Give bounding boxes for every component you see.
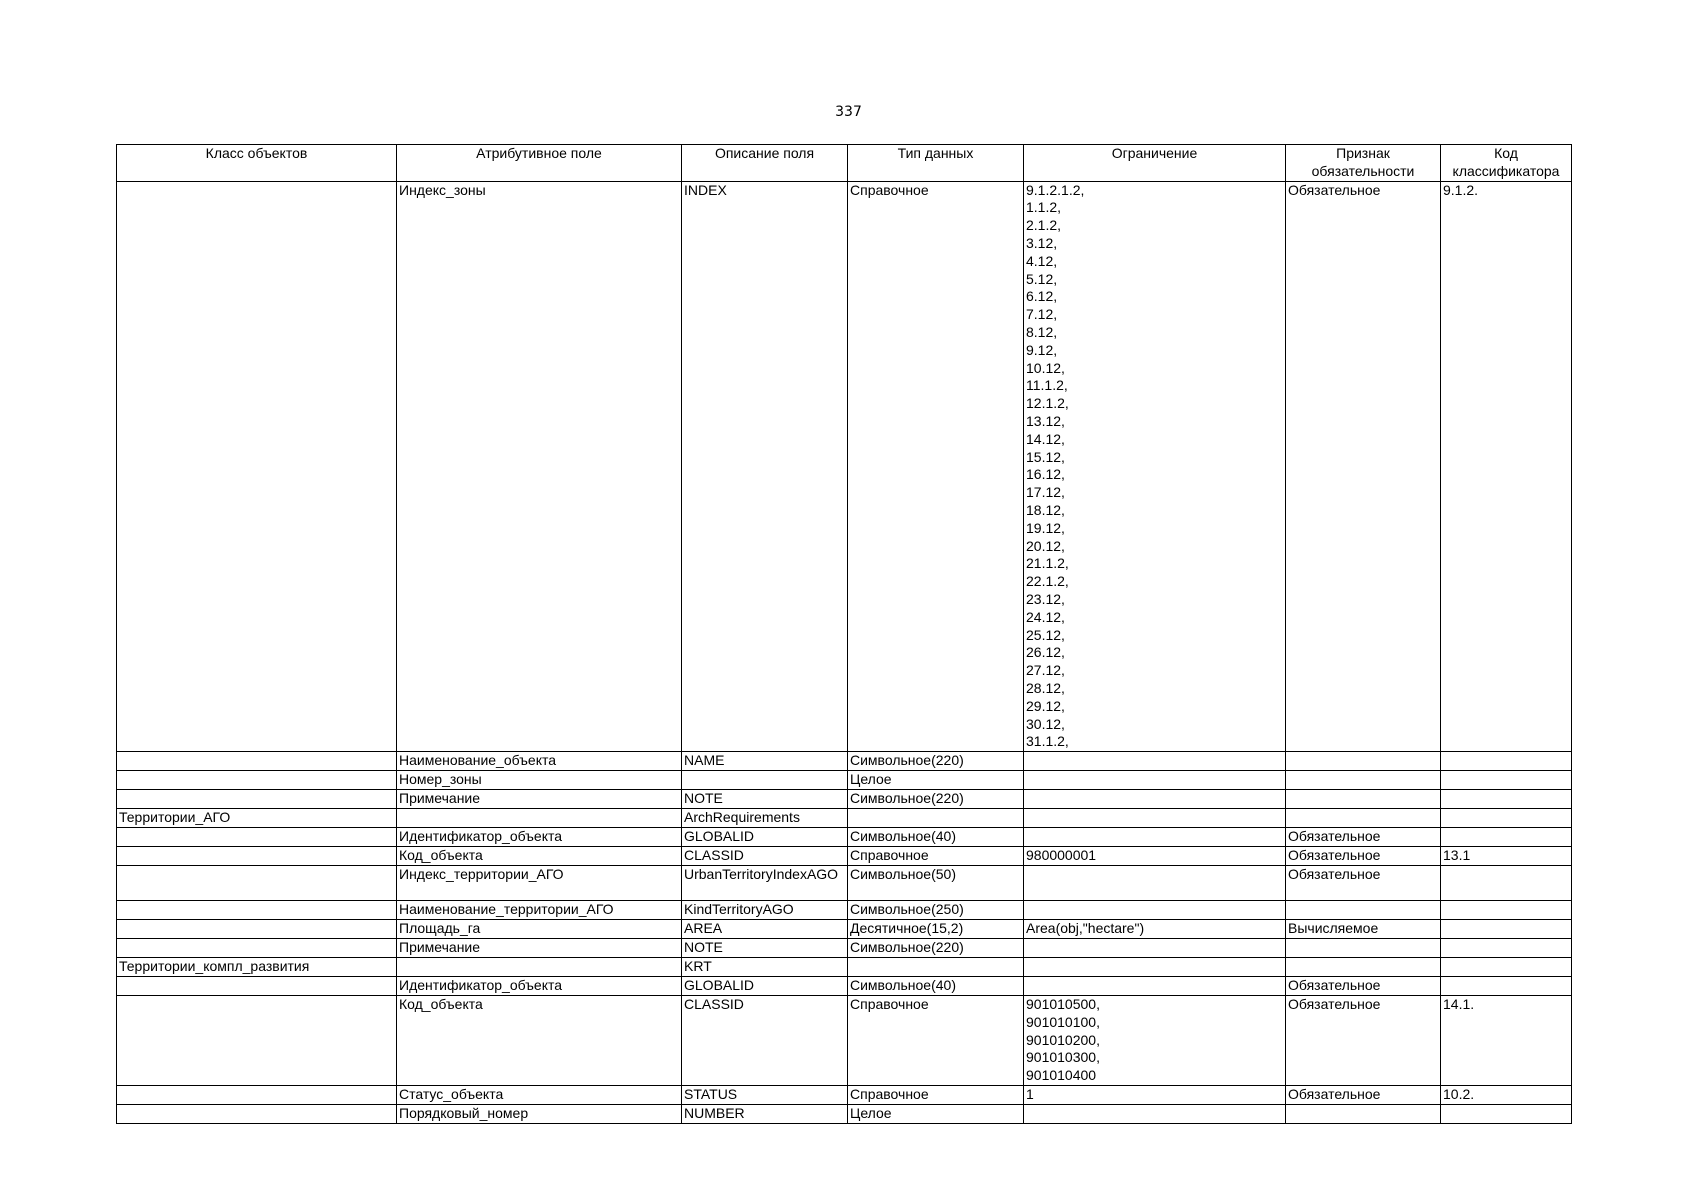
cell-field-description: INDEX (682, 181, 848, 752)
cell-field-description: CLASSID (682, 996, 848, 1086)
cell-classifier-code (1441, 977, 1572, 996)
cell-required-flag (1286, 809, 1441, 828)
cell-object-class (117, 752, 397, 771)
cell-required-flag: Обязательное (1286, 1086, 1441, 1105)
cell-data-type: Справочное (848, 847, 1024, 866)
cell-object-class (117, 1086, 397, 1105)
table-header-row (117, 145, 1572, 182)
cell-field-description: AREA (682, 920, 848, 939)
table-row (117, 752, 1572, 771)
cell-object-class: Территории_АГО (117, 809, 397, 828)
table-row (117, 996, 1572, 1086)
cell-restriction: 9.1.2.1.2, 1.1.2, 2.1.2, 3.12, 4.12, 5.12, 6.12, 7.12, 8.12, 9.12, 10.12, 11.1.2, 12.1.2, 13.12, 14.12, 15.12, 16.12, 17.12, 18.12, 19.12, 20.12, 21.1.2, 22.1.2, 23.12, 24.12, 25.12, 26.12, 27.12, 28.12, 29.12, 30.12, 31.1.2, (1024, 181, 1286, 752)
cell-field-description: NUMBER (682, 1105, 848, 1124)
cell-classifier-code: 10.2. (1441, 1086, 1572, 1105)
cell-data-type: Символьное(40) (848, 977, 1024, 996)
table-row (117, 790, 1572, 809)
cell-required-flag: Обязательное (1286, 828, 1441, 847)
cell-required-flag (1286, 790, 1441, 809)
cell-object-class (117, 977, 397, 996)
table-row (117, 866, 1572, 901)
cell-restriction (1024, 939, 1286, 958)
cell-object-class (117, 901, 397, 920)
cell-required-flag (1286, 771, 1441, 790)
cell-restriction: 980000001 (1024, 847, 1286, 866)
cell-classifier-code (1441, 958, 1572, 977)
cell-object-class: Территории_компл_развития (117, 958, 397, 977)
cell-data-type: Символьное(220) (848, 752, 1024, 771)
cell-object-class (117, 1105, 397, 1124)
cell-restriction (1024, 866, 1286, 901)
cell-classifier-code (1441, 752, 1572, 771)
cell-data-type: Справочное (848, 996, 1024, 1086)
cell-restriction (1024, 1105, 1286, 1124)
table-row (117, 809, 1572, 828)
attribute-table (116, 144, 1572, 1124)
table-body (117, 181, 1572, 1123)
cell-data-type: Символьное(50) (848, 866, 1024, 901)
cell-classifier-code: 9.1.2. (1441, 181, 1572, 752)
cell-field-description: CLASSID (682, 847, 848, 866)
cell-classifier-code: 14.1. (1441, 996, 1572, 1086)
cell-classifier-code (1441, 901, 1572, 920)
cell-object-class (117, 996, 397, 1086)
cell-attribute-field: Код_объекта (397, 996, 682, 1086)
cell-required-flag: Обязательное (1286, 977, 1441, 996)
cell-classifier-code (1441, 866, 1572, 901)
header-attribute-field: Атрибутивное поле (397, 145, 682, 182)
cell-data-type: Справочное (848, 181, 1024, 752)
cell-object-class (117, 847, 397, 866)
cell-object-class (117, 939, 397, 958)
header-restriction: Ограничение (1024, 145, 1286, 182)
cell-attribute-field: Статус_объекта (397, 1086, 682, 1105)
cell-required-flag: Обязательное (1286, 996, 1441, 1086)
cell-restriction (1024, 790, 1286, 809)
cell-restriction (1024, 958, 1286, 977)
cell-classifier-code (1441, 1105, 1572, 1124)
cell-classifier-code (1441, 790, 1572, 809)
cell-object-class (117, 920, 397, 939)
cell-field-description: ArchRequirements (682, 809, 848, 828)
cell-required-flag (1286, 901, 1441, 920)
cell-attribute-field: Примечание (397, 790, 682, 809)
cell-required-flag: Обязательное (1286, 866, 1441, 901)
cell-attribute-field: Наименование_объекта (397, 752, 682, 771)
cell-object-class (117, 866, 397, 901)
cell-attribute-field: Идентификатор_объекта (397, 828, 682, 847)
cell-restriction: Area(obj,"hectare") (1024, 920, 1286, 939)
cell-classifier-code (1441, 939, 1572, 958)
table-row (117, 958, 1572, 977)
cell-required-flag: Обязательное (1286, 847, 1441, 866)
cell-attribute-field (397, 958, 682, 977)
cell-object-class (117, 790, 397, 809)
cell-data-type: Символьное(220) (848, 939, 1024, 958)
cell-attribute-field: Код_объекта (397, 847, 682, 866)
cell-attribute-field (397, 809, 682, 828)
header-object-class: Класс объектов (117, 145, 397, 182)
cell-classifier-code (1441, 920, 1572, 939)
cell-classifier-code (1441, 828, 1572, 847)
cell-object-class (117, 771, 397, 790)
cell-field-description: NOTE (682, 790, 848, 809)
cell-object-class (117, 828, 397, 847)
cell-required-flag (1286, 939, 1441, 958)
cell-data-type (848, 958, 1024, 977)
cell-required-flag (1286, 958, 1441, 977)
cell-restriction: 901010500, 901010100, 901010200, 901010300, 901010400 (1024, 996, 1286, 1086)
table-row (117, 977, 1572, 996)
cell-restriction (1024, 771, 1286, 790)
cell-field-description: NAME (682, 752, 848, 771)
cell-data-type: Символьное(40) (848, 828, 1024, 847)
header-data-type: Тип данных (848, 145, 1024, 182)
cell-classifier-code: 13.1 (1441, 847, 1572, 866)
cell-classifier-code (1441, 809, 1572, 828)
cell-field-description: KindTerritoryAGO (682, 901, 848, 920)
table-row (117, 828, 1572, 847)
cell-restriction (1024, 901, 1286, 920)
table-row (117, 920, 1572, 939)
table-row (117, 939, 1572, 958)
cell-data-type: Символьное(250) (848, 901, 1024, 920)
table-row (117, 901, 1572, 920)
table-row (117, 771, 1572, 790)
cell-attribute-field: Номер_зоны (397, 771, 682, 790)
cell-data-type: Целое (848, 771, 1024, 790)
header-required-flag: Признак обязательности (1286, 145, 1441, 182)
table-row (117, 1105, 1572, 1124)
cell-classifier-code (1441, 771, 1572, 790)
cell-data-type: Целое (848, 1105, 1024, 1124)
cell-attribute-field: Индекс_территории_АГО (397, 866, 682, 901)
cell-field-description: GLOBALID (682, 828, 848, 847)
cell-attribute-field: Примечание (397, 939, 682, 958)
cell-required-flag (1286, 752, 1441, 771)
cell-field-description: NOTE (682, 939, 848, 958)
cell-restriction: 1 (1024, 1086, 1286, 1105)
table-row (117, 847, 1572, 866)
cell-attribute-field: Идентификатор_объекта (397, 977, 682, 996)
cell-restriction (1024, 809, 1286, 828)
cell-data-type: Десятичное(15,2) (848, 920, 1024, 939)
cell-restriction (1024, 752, 1286, 771)
cell-attribute-field: Порядковый_номер (397, 1105, 682, 1124)
cell-required-flag: Обязательное (1286, 181, 1441, 752)
cell-field-description (682, 771, 848, 790)
cell-object-class (117, 181, 397, 752)
cell-field-description: STATUS (682, 1086, 848, 1105)
cell-field-description: UrbanTerritoryIndexAGO (682, 866, 848, 901)
cell-data-type (848, 809, 1024, 828)
cell-required-flag (1286, 1105, 1441, 1124)
header-classifier-code: Код классификатора (1441, 145, 1572, 182)
page-number: 337 (835, 104, 862, 120)
cell-field-description: GLOBALID (682, 977, 848, 996)
table-row (117, 181, 1572, 752)
cell-data-type: Символьное(220) (848, 790, 1024, 809)
header-field-description: Описание поля (682, 145, 848, 182)
cell-data-type: Справочное (848, 1086, 1024, 1105)
cell-restriction (1024, 828, 1286, 847)
cell-attribute-field: Наименование_территории_АГО (397, 901, 682, 920)
cell-attribute-field: Индекс_зоны (397, 181, 682, 752)
cell-required-flag: Вычисляемое (1286, 920, 1441, 939)
cell-attribute-field: Площадь_га (397, 920, 682, 939)
cell-field-description: KRT (682, 958, 848, 977)
table-row (117, 1086, 1572, 1105)
cell-restriction (1024, 977, 1286, 996)
